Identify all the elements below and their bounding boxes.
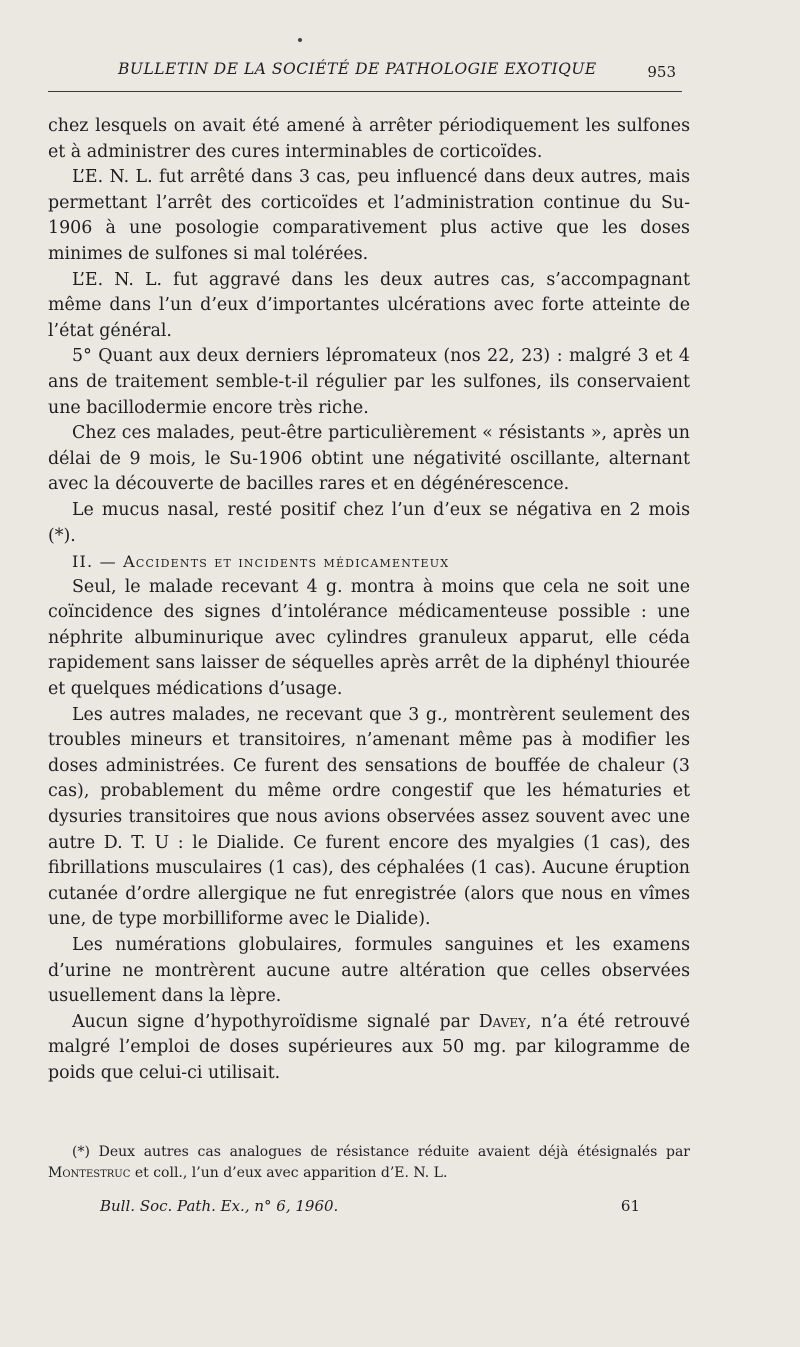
footnote-text: (*) Deux autres cas analogues de résistance réduite avaient déjà étésignalés par [72,1144,690,1160]
footer-page-number: 61 [620,1197,640,1215]
paragraph: Chez ces malades, peut-être particulièrement « résistants », après un délai de 9 mois, le Su-1906 obtint une négativité oscillante, alternant avec la découverte de bacilles rares et en dégénérescence. [48,423,690,495]
paragraph-text: Aucun signe d’hypothyroïdisme signalé par [72,1011,479,1032]
section-heading: II. — Accidents et incidents médicamenteux [72,552,450,572]
paragraph: 5° Quant aux deux derniers lépromateux (nos 22, 23) : malgré 3 et 4 ans de traitement semble-t-il régulier par les sulfones, ils conservaient une bacillodermie encore très riche. [48,346,690,418]
page-number: 953 [647,63,676,81]
paragraph: Les numérations globulaires, formules sanguines et les examens d’urine ne montrèrent aucune autre altération que celles observées usuellement dans la lèpre. [48,935,690,1007]
paragraph: Les autres malades, ne recevant que 3 g., montrèrent seulement des troubles mineurs et transitoires, n’amenant même pas à modifier les doses administrées. Ce furent des sensations de bouffée de chaleur (3 cas), probablement du même ordre congestif que les hématuries et dysuries transitoires que nous avions observées assez souvent avec une autre D. T. U : le Dialide. Ce furent encore des myalgies (1 cas), des fibrillations musculaires (1 cas), des céphalées (1 cas). Aucune éruption cutanée d’ordre allergique ne fut enregistrée (alors que nous en vîmes une, de type morbilliforme avec le Dialide). [48,704,690,930]
footnote [48,1142,690,1184]
print-speck [298,38,302,42]
journal-title: BULLETIN DE LA SOCIÉTÉ DE PATHOLOGIE EXOTIQUE [118,60,597,78]
paragraph-text: , n’a été retrouvé malgré l’emploi de doses supérieures aux 50 mg. par kilogramme de poids que celui-ci utilisait. [48,1011,690,1083]
page-footer [100,1197,640,1215]
paragraph: Le mucus nasal, resté positif chez l’un d’eux se négativa en 2 mois (*). [48,499,690,546]
running-header [48,58,680,86]
article-body [48,114,690,1087]
paragraph: chez lesquels on avait été amené à arrêter périodiquement les sulfones et à administrer des cures interminables de corticoïdes. [48,116,690,162]
paragraph: Seul, le malade recevant 4 g. montra à moins que cela ne soit une coïncidence des signes d’intolérance médicamenteuse possible : une néphrite albuminurique avec cylindres granuleux apparut, elle céda rapidement sans laisser de séquelles après arrêt de la diphényl thiourée et quelques médications d’usage. [48,576,690,700]
paragraph [48,1010,690,1087]
author-name: Davey [478,1011,527,1032]
footnote-author: Montestruc [48,1165,131,1181]
footnote-text: et coll., l’un d’eux avec apparition d’E. N. L. [130,1165,448,1181]
paragraph: L’E. N. L. fut aggravé dans les deux autres cas, s’accompagnant même dans l’un d’eux d’importantes ulcérations avec forte atteinte de l’état général. [48,269,690,341]
header-rule [48,91,682,92]
paragraph: L’E. N. L. fut arrêté dans 3 cas, peu influencé dans deux autres, mais permettant l’arrêt des corticoïdes et l’administration continue du Su-1906 à une posologie comparativement plus active que les doses minimes de sulfones si mal tolérées. [48,167,690,264]
journal-citation: Bull. Soc. Path. Ex., n° 6, 1960. [100,1197,339,1215]
